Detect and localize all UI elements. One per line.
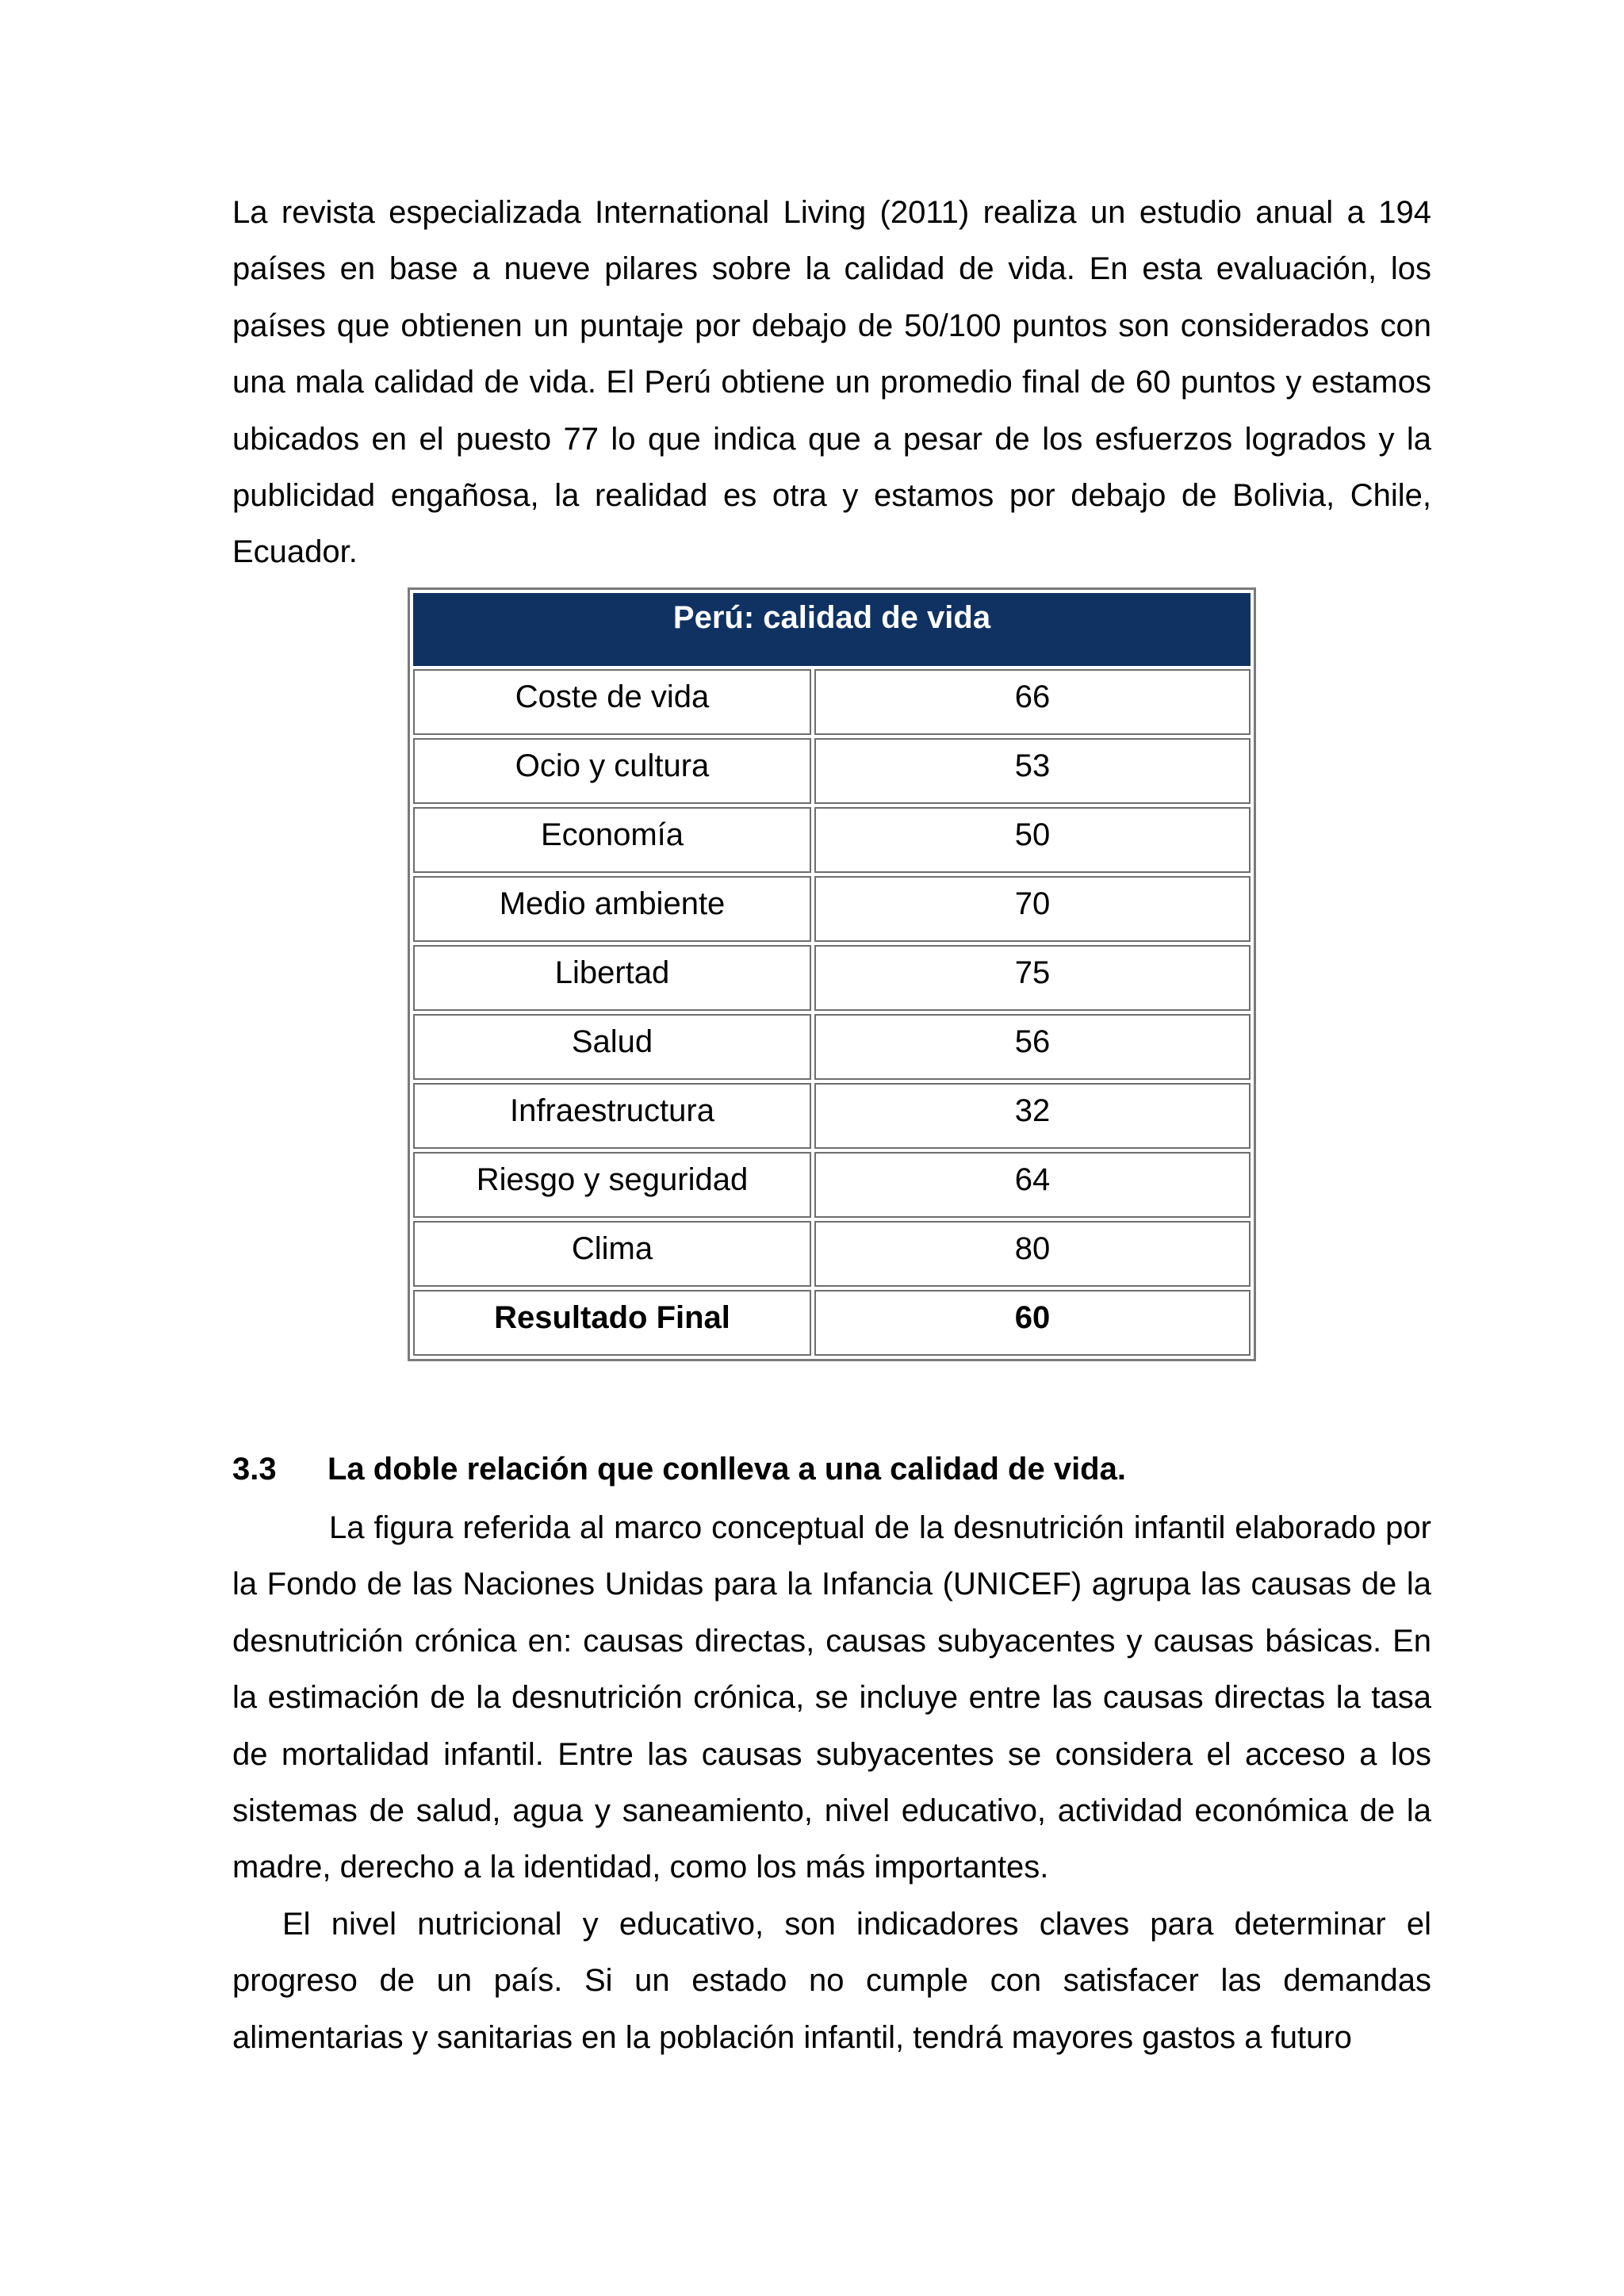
row-value: [814, 669, 1251, 735]
row-value-text: 64: [1014, 1162, 1051, 1197]
row-value-text: 32: [1014, 1093, 1051, 1128]
paragraph-unicef: La figura referida al marco conceptual de la desnutrición infantil elaborado por la Fondo de las Naciones Unidas para la Infancia (UNICEF) agrupa las causas de la desnutrición crónica en: causas directas, causas subyacentes y causas básicas. En la estimación de la desnutrición crónica, se incluye entre las causas directas la tasa de mortalidad infantil. Entre las causas subyacentes se considera el acceso a los sistemas de salud, agua y saneamiento, nivel educativo, actividad económica de la madre, derecho a la identidad, como los más importantes.: [232, 1510, 1431, 1885]
row-label: [413, 669, 811, 735]
final-row-label: [413, 1290, 811, 1356]
row-label-text: Riesgo y seguridad: [476, 1162, 749, 1197]
table-title: Perú: calidad de vida: [413, 593, 1251, 666]
table-row: [413, 669, 1251, 735]
table-row: [413, 1221, 1251, 1287]
row-label-text: Infraestructura: [510, 1093, 714, 1128]
row-label-text: Libertad: [554, 955, 670, 990]
final-row-value: [814, 1290, 1251, 1356]
row-value: [814, 1221, 1251, 1287]
row-label-text: Ocio y cultura: [515, 748, 710, 783]
intro-paragraph: La revista especializada International Living (2011) realiza un estudio anual a 194 países en base a nueve pilares sobre la calidad de vida. En esta evaluación, los países que obtienen un puntaje por debajo de 50/100 puntos son considerados con una mala calidad de vida. El Perú obtiene un promedio final de 60 puntos y estamos ubicados en el puesto 77 lo que indica que a pesar de los esfuerzos logrados y la publicidad engañosa, la realidad es otra y estamos por debajo de Bolivia, Chile, Ecuador.: [232, 195, 1431, 570]
row-label-text: Medio ambiente: [499, 886, 726, 921]
final-row-label-text: Resultado Final: [494, 1300, 730, 1335]
row-label: [413, 945, 811, 1011]
row-value: [814, 945, 1251, 1011]
quality-of-life-table: [408, 587, 1256, 1361]
section-heading: [232, 1441, 1431, 1498]
section-title: La doble relación que conlleva a una calidad de vida.: [327, 1452, 1126, 1487]
row-label: [413, 1083, 811, 1149]
row-label: [413, 807, 811, 873]
table-row: [413, 738, 1251, 804]
row-label: [413, 738, 811, 804]
final-row-value-text: 60: [1014, 1300, 1051, 1335]
row-value: [814, 1014, 1251, 1080]
row-value: [814, 738, 1251, 804]
row-value-text: 80: [1014, 1231, 1051, 1266]
table-row: [413, 1152, 1251, 1218]
row-label-text: Salud: [571, 1024, 653, 1059]
table-row: [413, 945, 1251, 1011]
row-label-text: Economía: [540, 817, 684, 852]
table-row: [413, 1083, 1251, 1149]
row-label: [413, 1221, 811, 1287]
row-value-text: 66: [1014, 679, 1051, 714]
row-label: [413, 1014, 811, 1080]
table-row: [413, 1014, 1251, 1080]
row-label-text: Clima: [571, 1231, 653, 1266]
row-value-text: 50: [1014, 817, 1051, 852]
paragraph-nutrition: El nivel nutricional y educativo, son indicadores claves para determinar el progreso de un país. Si un estado no cumple con satisfacer las demandas alimentarias y sanitarias en la población infantil, tendrá mayores gastos a futuro: [232, 1907, 1431, 2055]
row-value-text: 70: [1014, 886, 1051, 921]
row-label: [413, 1152, 811, 1218]
row-value: [814, 876, 1251, 942]
row-value-text: 75: [1014, 955, 1051, 990]
row-label-text: Coste de vida: [515, 679, 710, 714]
row-value: [814, 1152, 1251, 1218]
row-value: [814, 807, 1251, 873]
quality-of-life-table-container: [408, 587, 1256, 1357]
table-header-row: [413, 593, 1251, 666]
row-value-text: 53: [1014, 748, 1051, 783]
row-label: [413, 876, 811, 942]
table-final-row: [413, 1290, 1251, 1356]
section-number: 3.3: [232, 1452, 277, 1487]
table-row: [413, 807, 1251, 873]
table-row: [413, 876, 1251, 942]
row-value-text: 56: [1014, 1024, 1051, 1059]
row-value: [814, 1083, 1251, 1149]
